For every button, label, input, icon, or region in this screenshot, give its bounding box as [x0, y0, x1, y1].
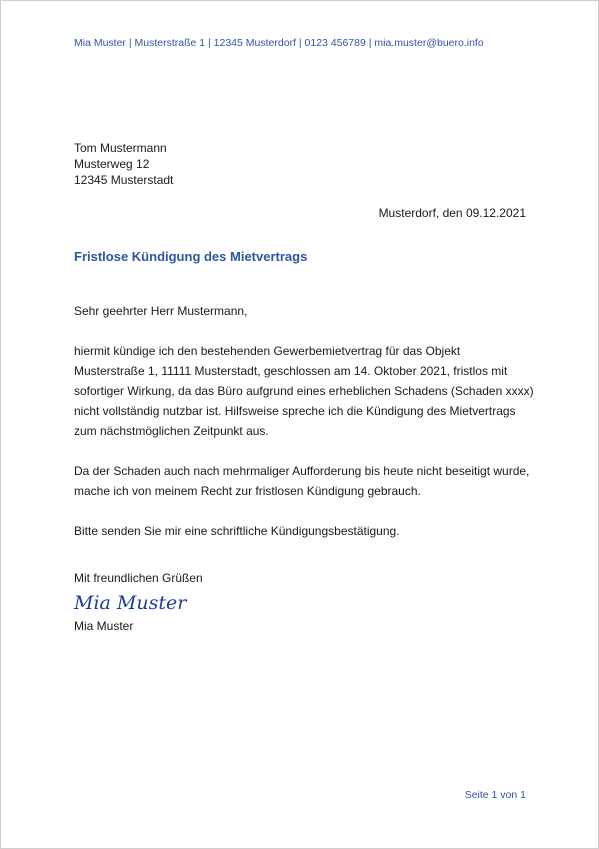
recipient-address	[74, 140, 173, 188]
letter-subject: Fristlose Kündigung des Mietvertrags	[74, 249, 308, 264]
signature: Mia Muster	[74, 592, 187, 614]
paragraph-2: Da der Schaden auch nach mehrmaliger Aufforderung bis heute nicht beseitigt wurde, mache ich von meinem Recht zur fristlosen Kündigung gebrauch.	[74, 464, 530, 498]
sender-header: Mia Muster | Musterstraße 1 | 12345 Musterdorf | 0123 456789 | mia.muster@buero.info	[74, 37, 484, 49]
date-line: Musterdorf, den 09.12.2021	[378, 206, 526, 220]
page-number: Seite 1 von 1	[464, 789, 526, 801]
paragraph-3: Bitte senden Sie mir eine schriftliche Kündigungsbestätigung.	[74, 524, 400, 538]
recipient-street: Musterweg 12	[74, 157, 150, 171]
closing: Mit freundlichen Grüßen	[74, 571, 203, 585]
paragraph-1: hiermit kündige ich den bestehenden Gewerbemietvertrag für das Objekt Musterstraße 1, 11111 Musterstadt, geschlossen am 14. Oktober 2021, fristlos mit sofortiger Wirkung, da das Büro aufgrund eines erheblichen Schadens (Schaden xxxx) nicht vollständig nutzbar ist. Hilfsweise spreche ich die Kündigung des Mietvertrags zum nächstmöglichen Zeitpunkt aus.	[74, 344, 534, 438]
salutation: Sehr geehrter Herr Mustermann,	[74, 304, 248, 318]
letter-body	[74, 301, 534, 561]
signer-name: Mia Muster	[74, 619, 134, 633]
recipient-city: 12345 Musterstadt	[74, 173, 174, 187]
recipient-name: Tom Mustermann	[74, 141, 167, 155]
